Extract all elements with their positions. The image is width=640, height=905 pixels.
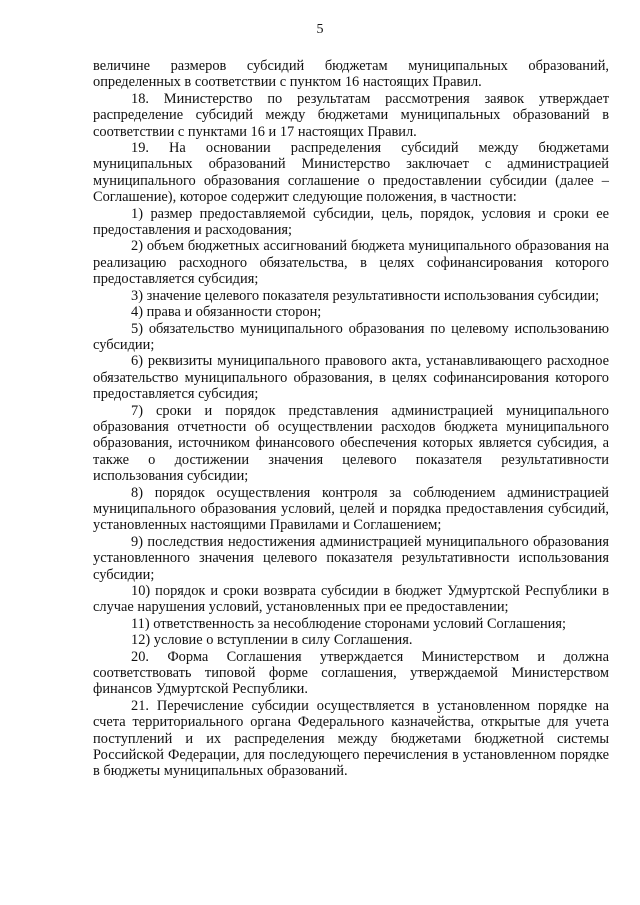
list-item-10: 10) порядок и сроки возврата субсидии в бюджет Удмуртской Республики в случае нарушения условий, установленных при ее предоставлении; [93,583,609,616]
list-item-3: 3) значение целевого показателя результативности использования субсидии; [131,287,600,304]
list-item-4: 4) права и обязанности сторон; [131,304,322,321]
list-item-5: 5) обязательство муниципального образования по целевому использованию субсидии; [93,320,609,353]
paragraph-21: 21. Перечисление субсидии осуществляется в установленном порядке на счета территориального органа Федерального казначейства, открытые для учета поступлений и их распределения между бюджетами бюджетной системы Российской Федерации, для последующего перечисления в установленном порядке в бюджеты муниципальных образований. [93,697,609,780]
list-item-1: 1) размер предоставляемой субсидии, цель, порядок, условия и сроки ее предоставления и расходования; [93,205,609,239]
list-item-9: 9) последствия недостижения администрацией муниципального образования установленного значения целевого показателя результативности использования субсидии; [93,533,609,583]
paragraph-18: 18. Министерство по результатам рассмотрения заявок утверждает распределение субсидий между бюджетами муниципальных образований в соответствии с пунктами 16 и 17 настоящих Правил. [93,90,609,140]
paragraph-19: 19. На основании распределения субсидий между бюджетами муниципальных образований Министерство заключает с администрацией муниципального образования соглашение о предоставлении субсидии (далее – Соглашение), которое содержит следующие положения, в частности: [93,140,609,206]
document-body [93,58,609,780]
paragraph-20: 20. Форма Соглашения утверждается Министерством и должна соответствовать типовой форме соглашения, утверждаемой Министерством финансов Удмуртской Республики. [93,648,609,698]
list-item-11: 11) ответственность за несоблюдение сторонами условий Соглашения; [131,615,566,632]
list-item-7: 7) сроки и порядок представления администрацией муниципального образования отчетности об осуществлении расходов бюджета муниципального образования, источником финансового обеспечения которых является субсидия, а также о достижении значения целевого показателя результативности использования субсидии; [93,402,609,485]
list-item-6: 6) реквизиты муниципального правового акта, устанавливающего расходное обязательство муниципального образования, в целях софинансирования которого предоставляется субсидия; [93,353,609,403]
list-item-8: 8) порядок осуществления контроля за соблюдением администрацией муниципального образования условий, целей и порядка предоставления субсидий, установленных настоящими Правилами и Соглашением; [93,484,609,534]
page-number: 5 [316,22,324,37]
paragraph-continuation: величине размеров субсидий бюджетам муниципальных образований, определенных в соответствии с пунктом 16 настоящих Правил. [93,58,609,91]
list-item-12: 12) условие о вступлении в силу Соглашения. [131,632,413,649]
list-item-2: 2) объем бюджетных ассигнований бюджета муниципального образования на реализацию расходного обязательства, в целях софинансирования которого предоставляется субсидия; [93,238,609,288]
